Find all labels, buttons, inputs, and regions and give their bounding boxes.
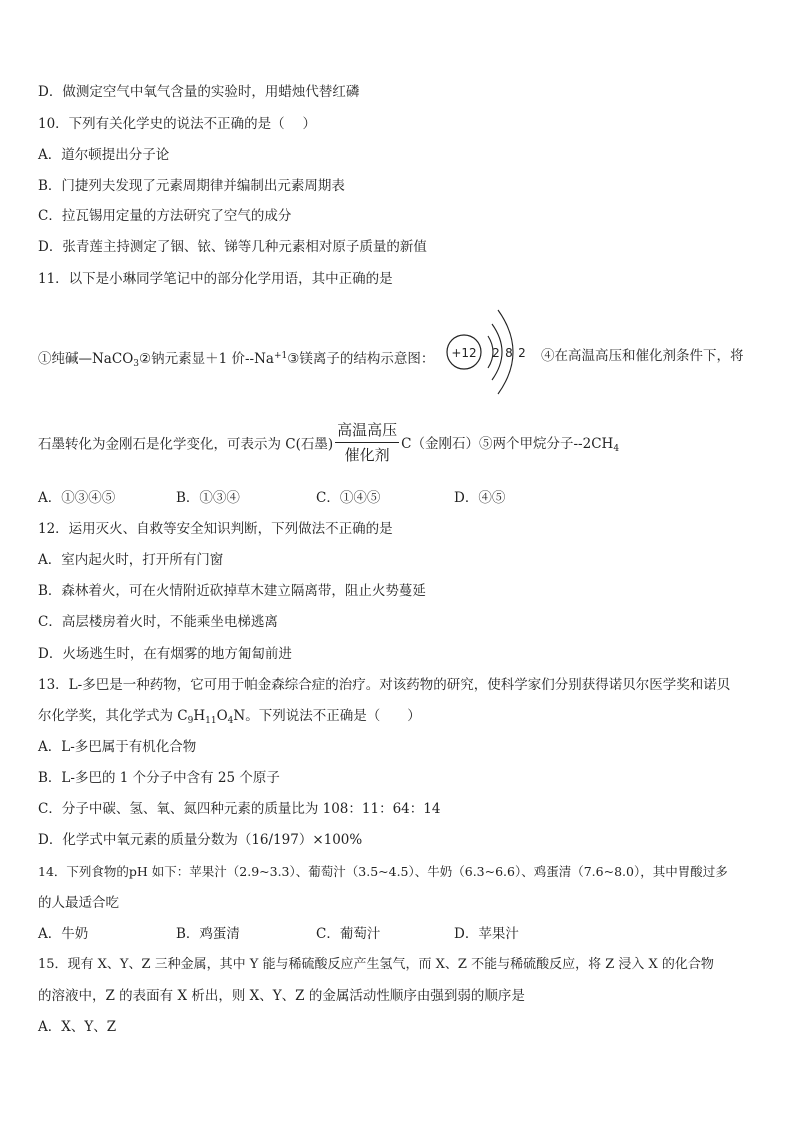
q13-stem-line1: 13．L-多巴是一种药物，它可用于帕金森综合症的治疗。对该药物的研究，使科学家们分别获得诺贝尔医学奖和诺贝 xyxy=(38,677,731,693)
q11-option-b: B．①③④ xyxy=(176,490,240,506)
q11-item2: ②钠元素显＋1 价$--Na^{+1}$ xyxy=(139,351,288,367)
q14-option-a: A．牛奶 xyxy=(38,926,89,942)
q14-options xyxy=(38,924,519,944)
q11-options xyxy=(38,488,505,508)
q11-item4-part2: 石墨转化为金刚石是化学变化，可表示为 C(石墨) xyxy=(38,436,334,453)
q12-option-a: A．室内起火时，打开所有门窗 xyxy=(38,552,224,568)
q11-option-a: A．①③④⑤ xyxy=(38,490,116,506)
shell-electrons-2: 8 xyxy=(505,346,513,360)
q13-option-b: B．L-多巴的 1 个分子中含有 25 个原子 xyxy=(38,770,280,786)
magnesium-ion-structure-diagram xyxy=(444,304,540,400)
q9-option-d: D．做测定空气中氧气含量的实验时，用蜡烛代替红磷 xyxy=(38,84,360,100)
q14-option-c: C．葡萄汁 xyxy=(316,926,381,942)
q13-option-a: A．L-多巴属于有机化合物 xyxy=(38,739,197,755)
q10-option-a: A．道尔顿提出分子论 xyxy=(38,147,170,163)
shell-electrons-3: 2 xyxy=(518,346,526,360)
q11-items-line1 xyxy=(38,346,434,374)
q15-option-a: A．X、Y、Z xyxy=(38,1019,117,1035)
q10-option-d: D．张青莲主持测定了铟、铱、锑等几种元素相对原子质量的新值 xyxy=(38,239,427,255)
q12-option-c: C．高层楼房着火时，不能乘坐电梯逃离 xyxy=(38,614,278,630)
q13-option-c: C．分子中碳、氢、氧、氮四种元素的质量比为 108：11：64：14 xyxy=(38,801,441,817)
q15-stem-line1: 15．现有 X、Y、Z 三种金属，其中 Y 能与稀硫酸反应产生氢气，而 X、Z 不能与稀硫酸反应，将 Z 浸入 X 的化合物 xyxy=(38,957,714,972)
q12-option-b: B．森林着火，可在火情附近砍掉草木建立隔离带，阻止火势蔓延 xyxy=(38,583,426,599)
q11-item4-part1: ④在高温高压和催化剂条件下，将 xyxy=(541,348,744,364)
reaction-condition xyxy=(335,420,399,465)
q14-option-b: B．鸡蛋清 xyxy=(176,926,240,942)
q14-stem-line2: 的人最适合吃 xyxy=(38,895,119,911)
nucleus-charge: +12 xyxy=(451,346,477,360)
q14-stem-line1: 14．下列食物的pH 如下：苹果汁（2.9~3.3）、葡萄汁（3.5~4.5）、牛奶（6.3~6.6）、鸡蛋清（7.6~8.0），其中胃酸过多 xyxy=(38,864,728,879)
q11-option-c: C．①④⑤ xyxy=(316,490,381,506)
shell-electrons-1: 2 xyxy=(492,346,500,360)
q14-option-d: D．苹果汁 xyxy=(454,926,519,942)
q11-items-line2 xyxy=(38,420,619,465)
q10-option-c: C．拉瓦锡用定量的方法研究了空气的成分 xyxy=(38,208,292,224)
condition-top: 高温高压 xyxy=(335,420,399,443)
q10-option-b: B．门捷列夫发现了元素周期律并编制出元素周期表 xyxy=(38,178,345,194)
q11-item3-label: ③镁离子的结构示意图： xyxy=(287,351,435,367)
q13-stem-line2: 尔化学奖，其化学式为 $C_9H_{11}O_4N$。下列说法不正确是（ ） xyxy=(38,708,421,726)
q11-item1: ①纯碱—NaCO$_3$ xyxy=(38,351,139,369)
q11-stem: 11．以下是小琳同学笔记中的部分化学用语，其中正确的是 xyxy=(38,271,393,287)
q11-option-d: D．④⑤ xyxy=(454,490,506,506)
condition-bottom: 催化剂 xyxy=(344,446,390,464)
q10-stem: 10．下列有关化学史的说法不正确的是（ ） xyxy=(38,116,316,132)
q15-stem-line2: 的溶液中，Z 的表面有 X 析出，则 X、Y、Z 的金属活动性顺序由强到弱的顺序是 xyxy=(38,988,525,1004)
q13-option-d: D．化学式中氧元素的质量分数为（16/197）×100% xyxy=(38,832,363,848)
q11-item4-part3: C（金刚石）⑤两个甲烷分子$--2CH_4$ xyxy=(401,435,620,454)
q12-option-d: D．火场逃生时，在有烟雾的地方匍匐前进 xyxy=(38,646,292,662)
q12-stem: 12．运用灭火、自救等安全知识判断，下列做法不正确的是 xyxy=(38,521,393,537)
